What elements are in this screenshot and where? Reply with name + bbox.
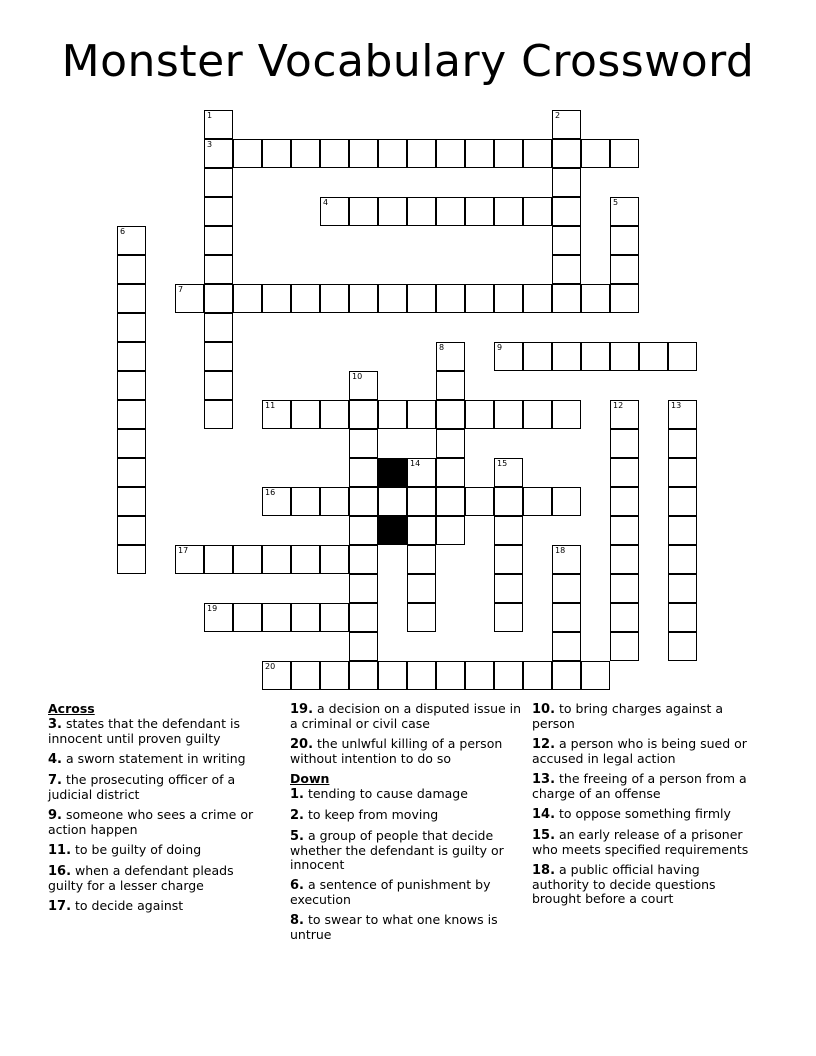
grid-cell[interactable] — [436, 371, 465, 400]
grid-cell[interactable] — [436, 661, 465, 690]
clue-number: 12 — [613, 401, 624, 410]
clue-num: 17. — [48, 899, 72, 914]
clue-num: 3. — [48, 717, 62, 732]
clue-number: 3 — [207, 140, 213, 149]
grid-cell[interactable] — [378, 400, 407, 429]
clue-text: a group of people that decide whether the defendant is guilty or innocent — [290, 828, 504, 872]
down-clue — [532, 807, 754, 822]
grid-cell[interactable] — [494, 284, 523, 313]
grid-cell[interactable] — [494, 197, 523, 226]
grid-cell[interactable] — [494, 574, 523, 603]
grid-cell[interactable] — [436, 139, 465, 168]
clue-text: a decision on a disputed issue in a criminal or civil case — [290, 701, 522, 731]
black-cell — [378, 458, 407, 487]
grid-cell[interactable] — [610, 458, 639, 487]
clue-num: 8. — [290, 913, 304, 928]
grid-cell[interactable] — [610, 516, 639, 545]
clue-number: 6 — [120, 227, 126, 236]
grid-cell[interactable] — [204, 197, 233, 226]
down-clue — [532, 863, 754, 906]
grid-cell[interactable] — [581, 139, 610, 168]
grid-cell[interactable] — [465, 661, 494, 690]
grid-cell[interactable] — [465, 284, 494, 313]
grid-cell[interactable] — [436, 458, 465, 487]
across-clue — [290, 737, 522, 766]
grid-cell[interactable] — [465, 400, 494, 429]
grid-cell[interactable] — [378, 197, 407, 226]
grid-cell[interactable] — [320, 545, 349, 574]
grid-cell[interactable] — [610, 429, 639, 458]
grid-cell[interactable] — [349, 516, 378, 545]
grid-cell[interactable] — [523, 284, 552, 313]
grid-cell[interactable] — [204, 226, 233, 255]
grid-cell[interactable] — [436, 429, 465, 458]
clue-num: 14. — [532, 807, 556, 822]
clue-text: to decide against — [71, 898, 184, 913]
grid-cell[interactable] — [407, 603, 436, 632]
grid-cell[interactable] — [494, 661, 523, 690]
across-heading: Across — [48, 701, 95, 716]
down-clue — [290, 787, 522, 802]
clues-column-2 — [290, 702, 522, 948]
grid-cell[interactable] — [378, 284, 407, 313]
grid-cell[interactable] — [523, 400, 552, 429]
grid-cell[interactable] — [378, 661, 407, 690]
down-heading: Down — [290, 771, 330, 786]
grid-cell[interactable] — [291, 603, 320, 632]
grid-cell[interactable] — [552, 342, 581, 371]
grid-cell[interactable] — [320, 661, 349, 690]
grid-cell[interactable] — [320, 603, 349, 632]
grid-cell[interactable] — [523, 342, 552, 371]
grid-cell[interactable] — [117, 284, 146, 313]
grid-cell[interactable] — [436, 197, 465, 226]
clue-num: 13. — [532, 772, 556, 787]
grid-cell[interactable] — [581, 342, 610, 371]
grid-cell[interactable] — [204, 371, 233, 400]
grid-cell[interactable] — [610, 255, 639, 284]
clue-num: 20. — [290, 737, 314, 752]
grid-cell[interactable] — [117, 313, 146, 342]
grid-cell[interactable] — [204, 545, 233, 574]
grid-cell[interactable] — [523, 661, 552, 690]
grid-cell[interactable] — [407, 545, 436, 574]
clue-text: to oppose something firmly — [555, 806, 731, 821]
clue-text: an early release of a prisoner who meets specified requirements — [532, 827, 749, 857]
grid-cell[interactable] — [349, 400, 378, 429]
down-clue — [290, 808, 522, 823]
clue-number: 5 — [613, 198, 619, 207]
down-clue — [532, 737, 754, 766]
clue-num: 4. — [48, 752, 62, 767]
grid-cell[interactable] — [465, 197, 494, 226]
clue-text: a public official having authority to decide questions brought before a court — [532, 862, 716, 906]
clue-number: 16 — [265, 488, 276, 497]
grid-cell[interactable] — [117, 342, 146, 371]
clue-text: the prosecuting officer of a judicial district — [48, 772, 236, 802]
clue-number: 2 — [555, 111, 561, 120]
clue-number: 9 — [497, 343, 503, 352]
grid-cell[interactable] — [552, 168, 581, 197]
clue-num: 10. — [532, 702, 556, 717]
grid-cell[interactable] — [407, 284, 436, 313]
grid-cell[interactable] — [436, 487, 465, 516]
grid-cell[interactable] — [668, 632, 697, 661]
clue-number: 14 — [410, 459, 421, 468]
grid-cell[interactable] — [610, 342, 639, 371]
grid-cell[interactable] — [436, 284, 465, 313]
grid-cell[interactable] — [407, 661, 436, 690]
grid-cell[interactable] — [291, 139, 320, 168]
clue-num: 15. — [532, 828, 556, 843]
grid-cell[interactable] — [581, 661, 610, 690]
grid-cell[interactable] — [610, 226, 639, 255]
black-cell — [378, 516, 407, 545]
grid-cell[interactable] — [407, 139, 436, 168]
clue-num: 6. — [290, 878, 304, 893]
clue-num: 16. — [48, 864, 72, 879]
grid-cell[interactable] — [668, 342, 697, 371]
grid-cell[interactable] — [262, 284, 291, 313]
across-clue — [48, 899, 270, 914]
clue-text: someone who sees a crime or action happen — [48, 807, 254, 837]
across-clue — [48, 752, 270, 767]
grid-cell[interactable] — [494, 603, 523, 632]
across-clue — [48, 843, 270, 858]
grid-cell[interactable] — [494, 400, 523, 429]
grid-cell[interactable] — [349, 458, 378, 487]
clue-text: the freeing of a person from a charge of an offense — [532, 771, 747, 801]
grid-cell[interactable] — [552, 632, 581, 661]
clue-number: 4 — [323, 198, 329, 207]
grid-cell[interactable] — [610, 139, 639, 168]
clue-num: 19. — [290, 702, 314, 717]
across-clue — [48, 717, 270, 746]
clue-text: a sworn statement in writing — [61, 751, 246, 766]
grid-cell[interactable] — [581, 284, 610, 313]
grid-cell[interactable] — [552, 487, 581, 516]
grid-cell[interactable] — [349, 545, 378, 574]
grid-cell[interactable] — [436, 516, 465, 545]
clue-number: 15 — [497, 459, 508, 468]
grid-cell[interactable] — [349, 661, 378, 690]
clue-num: 12. — [532, 737, 556, 752]
grid-cell[interactable] — [262, 139, 291, 168]
page-title: Monster Vocabulary Crossword — [61, 36, 755, 87]
clues-column-3 — [532, 702, 754, 912]
grid-cell[interactable] — [117, 371, 146, 400]
clue-num: 11. — [48, 843, 72, 858]
grid-cell[interactable] — [320, 139, 349, 168]
grid-cell[interactable] — [291, 400, 320, 429]
clue-text: tending to cause damage — [303, 786, 468, 801]
grid-cell[interactable] — [552, 139, 581, 168]
clue-text: to swear to what one knows is untrue — [290, 912, 498, 942]
grid-cell[interactable] — [523, 487, 552, 516]
grid-cell[interactable] — [349, 632, 378, 661]
grid-cell[interactable] — [291, 284, 320, 313]
grid-cell[interactable] — [610, 487, 639, 516]
clue-number: 17 — [178, 546, 189, 555]
down-clue — [532, 702, 754, 731]
clue-number: 11 — [265, 401, 276, 410]
grid-cell[interactable] — [668, 458, 697, 487]
clue-text: to keep from moving — [303, 807, 439, 822]
grid-cell[interactable] — [494, 139, 523, 168]
grid-cell[interactable] — [494, 516, 523, 545]
clue-num: 5. — [290, 829, 304, 844]
grid-cell[interactable] — [378, 487, 407, 516]
clue-text: when a defendant pleads guilty for a lesser charge — [48, 863, 234, 893]
clue-text: to bring charges against a person — [532, 701, 724, 731]
grid-cell[interactable] — [465, 487, 494, 516]
grid-cell[interactable] — [523, 197, 552, 226]
grid-cell[interactable] — [349, 603, 378, 632]
clues-column-1 — [48, 702, 270, 920]
clue-text: states that the defendant is innocent until proven guilty — [48, 716, 240, 746]
grid-cell[interactable] — [291, 545, 320, 574]
clue-num: 2. — [290, 808, 304, 823]
grid-cell[interactable] — [668, 574, 697, 603]
grid-cell[interactable] — [407, 400, 436, 429]
clue-number: 1 — [207, 111, 213, 120]
grid-cell[interactable] — [233, 545, 262, 574]
grid-cell[interactable] — [233, 139, 262, 168]
grid-cell[interactable] — [552, 226, 581, 255]
across-clue — [48, 808, 270, 837]
grid-cell[interactable] — [610, 574, 639, 603]
grid-cell[interactable] — [552, 197, 581, 226]
grid-cell[interactable] — [465, 139, 494, 168]
clue-number: 18 — [555, 546, 566, 555]
grid-cell[interactable] — [610, 545, 639, 574]
clue-num: 1. — [290, 787, 304, 802]
grid-cell[interactable] — [668, 516, 697, 545]
clue-num: 9. — [48, 808, 62, 823]
clue-text: to be guilty of doing — [71, 842, 202, 857]
grid-cell[interactable] — [494, 487, 523, 516]
clue-num: 7. — [48, 773, 62, 788]
down-clue — [532, 828, 754, 857]
grid-cell[interactable] — [668, 603, 697, 632]
grid-cell[interactable] — [291, 661, 320, 690]
grid-cell[interactable] — [552, 284, 581, 313]
grid-cell[interactable] — [552, 661, 581, 690]
grid-cell[interactable] — [349, 284, 378, 313]
grid-cell[interactable] — [494, 545, 523, 574]
grid-cell[interactable] — [117, 516, 146, 545]
grid-cell[interactable] — [291, 487, 320, 516]
grid-cell[interactable] — [610, 603, 639, 632]
grid-cell[interactable] — [320, 487, 349, 516]
clue-number: 10 — [352, 372, 363, 381]
grid-cell[interactable] — [204, 313, 233, 342]
grid-cell[interactable] — [552, 400, 581, 429]
grid-cell[interactable] — [610, 632, 639, 661]
grid-cell[interactable] — [117, 429, 146, 458]
grid-cell[interactable] — [436, 400, 465, 429]
grid-cell[interactable] — [233, 284, 262, 313]
grid-cell[interactable] — [610, 284, 639, 313]
grid-cell[interactable] — [204, 255, 233, 284]
grid-cell[interactable] — [117, 400, 146, 429]
down-clue — [290, 829, 522, 872]
grid-cell[interactable] — [262, 545, 291, 574]
grid-cell[interactable] — [407, 487, 436, 516]
grid-cell[interactable] — [204, 284, 233, 313]
grid-cell[interactable] — [117, 458, 146, 487]
grid-cell[interactable] — [262, 603, 291, 632]
clue-number: 8 — [439, 343, 445, 352]
grid-cell[interactable] — [407, 516, 436, 545]
grid-cell[interactable] — [668, 429, 697, 458]
down-clue — [532, 772, 754, 801]
grid-cell[interactable] — [407, 574, 436, 603]
grid-cell[interactable] — [552, 603, 581, 632]
clue-number: 7 — [178, 285, 184, 294]
grid-cell[interactable] — [668, 545, 697, 574]
grid-cell[interactable] — [407, 197, 436, 226]
grid-cell[interactable] — [523, 139, 552, 168]
grid-cell[interactable] — [349, 139, 378, 168]
grid-cell[interactable] — [668, 487, 697, 516]
grid-cell[interactable] — [552, 574, 581, 603]
down-clue — [290, 913, 522, 942]
grid-cell[interactable] — [204, 342, 233, 371]
across-clue — [48, 773, 270, 802]
grid-cell[interactable] — [349, 429, 378, 458]
across-clue — [48, 864, 270, 893]
clue-number: 19 — [207, 604, 218, 613]
grid-cell[interactable] — [349, 487, 378, 516]
clue-text: the unlwful killing of a person without intention to do so — [290, 736, 503, 766]
clue-number: 20 — [265, 662, 276, 671]
grid-cell[interactable] — [320, 400, 349, 429]
grid-cell[interactable] — [204, 400, 233, 429]
grid-cell[interactable] — [117, 255, 146, 284]
grid-cell[interactable] — [349, 574, 378, 603]
grid-cell[interactable] — [233, 603, 262, 632]
grid-cell[interactable] — [117, 545, 146, 574]
grid-cell[interactable] — [320, 284, 349, 313]
down-clue — [290, 878, 522, 907]
grid-cell[interactable] — [349, 197, 378, 226]
grid-cell[interactable] — [639, 342, 668, 371]
grid-cell[interactable] — [378, 139, 407, 168]
clue-text: a sentence of punishment by execution — [290, 877, 491, 907]
grid-cell[interactable] — [552, 255, 581, 284]
clue-text: a person who is being sued or accused in legal action — [532, 736, 747, 766]
clue-num: 18. — [532, 863, 556, 878]
grid-cell[interactable] — [204, 168, 233, 197]
clue-number: 13 — [671, 401, 682, 410]
across-clue — [290, 702, 522, 731]
grid-cell[interactable] — [117, 487, 146, 516]
